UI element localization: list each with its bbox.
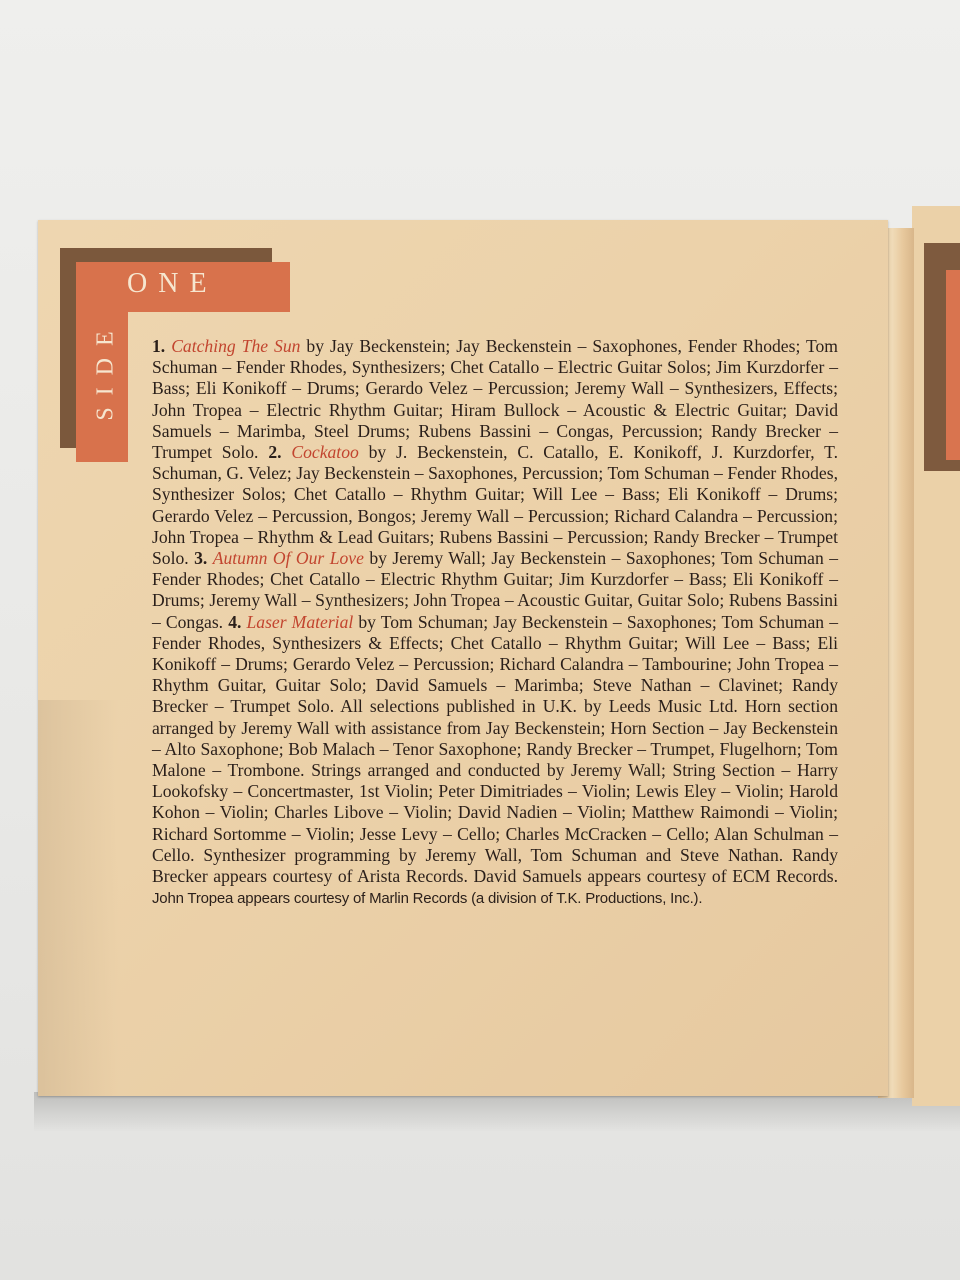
- right-panel-tab-orange: [946, 270, 960, 460]
- track-credits-intro: by Tom Schuman;: [353, 611, 494, 632]
- side-label-text: SIDE: [92, 319, 119, 421]
- track-title: Laser Material: [246, 611, 354, 632]
- track-number: 4.: [228, 611, 242, 632]
- track-credits-intro: by Jeremy Wall;: [363, 548, 492, 569]
- sleeve-shadow: [34, 1092, 960, 1132]
- sleeve-edge-wear: [38, 700, 118, 1096]
- track-credits-intro: by J. Beckenstein, C. Catallo, E. Konikoff, J. Kurzdorfer, T. Schuman, G. Velez;: [152, 442, 839, 484]
- track-number: 2.: [268, 442, 282, 463]
- side-label: [84, 316, 124, 426]
- production-notes: All selections published in U.K. by Leeds Music Ltd. Horn section arranged by Jeremy Wall with assistance from Jay Beckenstein; Horn Section – Jay Beckenstein – Alto Saxophone; Bob Malach – Tenor Saxophone; Randy Brecker – Trumpet, Flugelhorn; Tom Malone – Trombone. Strings arranged and conducted by Jeremy Wall; String Section – Harry Lookofsky – Concertmaster, 1st Violin; Peter Dimitriades – Violin; Lewis Eley – Violin; Harold Kohon – Violin; Charles Libove – Violin; David Nadien – Violin; Matthew Raimondi – Violin; Richard Sortomme – Violin; Jesse Levy – Cello; Charles McCracken – Cello; Alan Schulman – Cello. Synthesizer programming by Jeremy Wall, Tom Schuman and Steve Nathan. Randy Brecker appears courtesy of Arista Records. David Samuels appears courtesy of ECM Records.: [152, 696, 838, 887]
- footer-note: John Tropea appears courtesy of Marlin Records (a division of T.K. Productions, Inc.).: [152, 890, 703, 908]
- track-number: 3.: [194, 548, 208, 569]
- track-credits: Jay Beckenstein – Saxophones; Tom Schuman – Fender Rhodes; Chet Catallo – Electric Rhythm Guitar; Jim Kurzdorfer – Bass; Eli Konikoff – Drums; Jeremy Wall – Synthesizers; John Tropea – Acoustic Guitar, Guitar Solo; Rubens Bassini – Congas.: [152, 548, 839, 632]
- track-title: Cockatoo: [291, 442, 359, 463]
- liner-notes-text: [152, 336, 838, 909]
- track-number: 1.: [152, 336, 166, 356]
- track-title: Catching The Sun: [171, 336, 301, 356]
- track-title: Autumn Of Our Love: [212, 548, 364, 569]
- track-credits: Jay Beckenstein – Saxophones; Tom Schuman – Fender Rhodes, Synthesizers & Effects; Chet Catallo – Rhythm Guitar; Will Lee – Bass; Eli Konikoff – Drums; Gerardo Velez – Percussion; Richard Calandra – Tambourine; John Tropea – Rhythm Guitar, Guitar Solo; David Samuels – Marimba; Steve Nathan – Clavinet; Randy Brecker – Trumpet Solo.: [152, 611, 838, 717]
- track-credits: Jay Beckenstein – Saxophones, Percussion; Tom Schuman – Fender Rhodes, Synthesizer Solos; Chet Catallo – Rhythm Guitar; Will Lee – Bass; Eli Konikoff – Drums; Gerardo Velez – Percussion, Bongos; Jeremy Wall – Percussion; Richard Calandra – Percussion; John Tropea – Rhythm & Lead Guitars; Rubens Bassini – Percussion; Randy Brecker – Trumpet Solo.: [152, 463, 838, 569]
- side-number-label: ONE: [127, 268, 218, 299]
- track-credits-intro: by Jay Beckenstein;: [300, 336, 457, 356]
- track-credits: Jay Beckenstein – Saxophones, Fender Rhodes; Tom Schuman – Fender Rhodes, Synthesizers; Chet Catallo – Electric Guitar Solos; Jim Kurzdorfer – Bass; Eli Konikoff – Drums; Gerardo Velez – Percussion; Jeremy Wall – Synthesizers, Effects; John Tropea – Electric Rhythm Guitar; Hiram Bullock – Acoustic & Electric Guitar; David Samuels – Marimba, Steel Drums; Rubens Bassini – Congas, Percussion; Randy Brecker – Trumpet Solo.: [152, 336, 838, 463]
